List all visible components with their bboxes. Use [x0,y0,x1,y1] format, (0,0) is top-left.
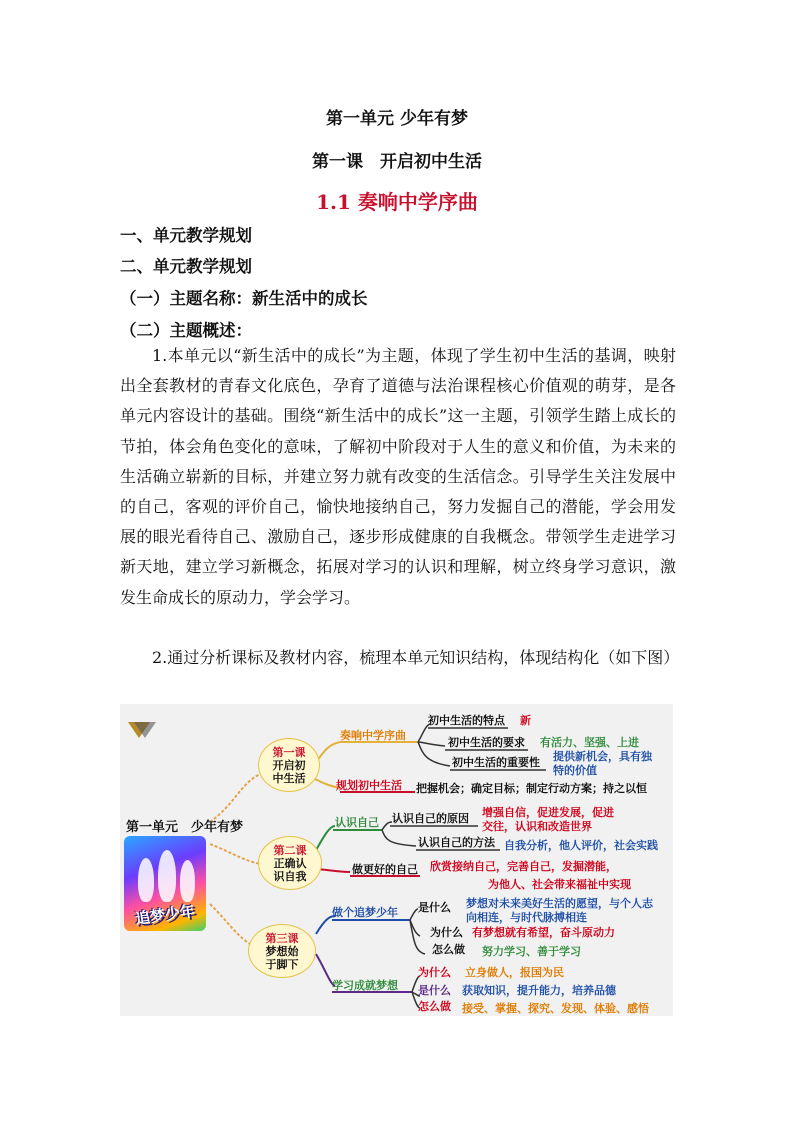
dream-youth-poster [124,836,206,931]
topic-dream-why-value: 有梦想就有希望，奋斗原动力 [472,926,615,939]
poster-label: 追梦少年 [134,901,197,929]
topic-importance-value-2: 特的价值 [553,764,597,777]
topic-know-reason-value-1: 增强自信，促进发展，促进 [482,806,614,819]
topic-requirements-value: 有活力、坚强、上进 [540,736,639,749]
topic-learning-why: 为什么 [418,966,451,979]
topic-learning-what: 是什么 [418,984,451,997]
topic-dream-youth: 做个追梦少年 [332,906,398,919]
heading-theme-overview: （二）主题概述： [120,321,252,340]
topic-plan-value: 把握机会；确定目标；制定行动方案；持之以恒 [416,782,647,795]
topic-know-method-value: 自我分析，他人评价，社会实践 [504,839,658,852]
topic-requirements: 初中生活的要求 [448,736,525,749]
unit-title: 第一单元 少年有梦 [326,109,468,129]
topic-dream-why: 为什么 [430,926,463,939]
topic-dream-how: 怎么做 [432,943,465,956]
topic-dream-what-value-1: 梦想对未来美好生活的愿望，与个人志 [466,897,653,910]
heading-unit-plan-1: 一、单元教学规划 [120,226,252,245]
topic-know-reason: 认识自己的原因 [392,812,469,825]
paragraph-structure: 2.通过分析课标及教材内容，梳理本单元知识结构，体现结构化（如下图） [152,648,680,667]
lesson-title: 第一课 开启初中生活 [312,152,482,172]
knowledge-mindmap [120,704,673,1016]
topic-dream-what: 是什么 [418,901,451,914]
topic-learning-how: 怎么做 [418,1000,451,1013]
topic-plan: 规划初中生活 [336,779,402,792]
topic-better-self-value-2: 为他人、社会带来福祉中实现 [488,878,631,891]
topic-know-self: 认识自己 [335,816,379,829]
lesson-2-node: 第二课 正确认 识自我 [258,836,322,890]
topic-better-self: 做更好的自己 [352,863,418,876]
topic-learning-how-value: 接受、掌握、探究、发现、体验、感悟 [462,1002,649,1015]
lesson-3-node: 第三课 梦想始 于脚下 [248,924,316,978]
paragraph-overview: 1.本单元以“新生活中的成长”为主题，体现了学生初中生活的基调，映射出全套教材的青春文化底色，孕育了道德与法治课程核心价值观的萌芽，是各单元内容设计的基础。围绕“新生活中的成长”这一主题，引领学生踏上成长的节拍，体会角色变化的意味，了解初中阶段对于人生的意义和价值，为未来的生活确立崭新的目标，并建立努力就有改变的生活信念。引导学生关注发展中的自己，客观的评价自己，愉快地接纳自己，努力发掘自己的潜能，学会用发展的眼光看待自己、激励自己，逐步形成健康的自我概念。带领学生走进学习新天地，建立学习新概念，拓展对学习的认识和理解，树立终身学习意识，激发生命成长的原动力，学会学习。 [120,346,676,607]
heading-unit-plan-2: 二、单元教学规划 [120,257,252,276]
heading-theme-name: （一）主题名称：新生活中的成长 [120,289,368,308]
topic-features-value: 新 [520,714,531,727]
topic-learning-dream: 学习成就梦想 [332,979,398,992]
topic-importance-value-1: 提供新机会，具有独 [553,750,652,763]
topic-dream-what-value-2: 向相连，与时代脉搏相连 [466,911,587,924]
topic-prelude: 奏响中学序曲 [340,729,406,742]
topic-features: 初中生活的特点 [428,714,505,727]
figure-icon [158,850,176,902]
topic-know-reason-value-2: 交往，认识和改造世界 [482,820,592,833]
topic-importance: 初中生活的重要性 [452,756,540,769]
section-title: 1.1 奏响中学序曲 [316,190,478,214]
figure-icon [180,860,195,902]
topic-learning-why-value: 立身做人，报国为民 [465,966,564,979]
lesson-1-node: 第一课 开启初 中生活 [258,738,320,792]
topic-dream-how-value: 努力学习、善于学习 [482,945,581,958]
figure-icon [138,858,154,902]
mindmap-root: 第一单元 少年有梦 [126,820,244,835]
topic-know-method: 认识自己的方法 [418,836,495,849]
topic-learning-what-value: 获取知识，提升能力，培养品德 [462,984,616,997]
topic-better-self-value-1: 欣赏接纳自己，完善自己，发掘潜能， [430,860,617,873]
